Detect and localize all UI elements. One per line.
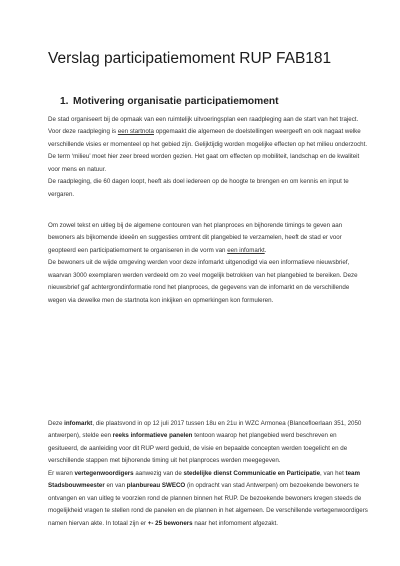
section-heading-text: Motivering organisatie participatiemoment [73,96,279,107]
paragraph-1: De stad organiseert bij de opmaak van een ruimtelijk uitvoeringsplan een raadpleging aan de start van het traject. Voor deze raadpleging is een startnota opgemaakt die algemeen de doelstellingen weergeeft en ook nagaat welke verschillende visies er momenteel op het gebied zijn. Gelijktijdig worden mogelijke effecten op het milieu onderzocht. De term ‘milieu’ moet hier zeer breed worden gezien. Het gaat om effecten op mobiliteit, landschap en de kwaliteit voor mens en natuur. [48,116,368,173]
paragraph-2: De raadpleging, die 60 dagen loopt, heeft als doel iedereen op de hoogte te brengen en om kennis en input te vergaren. [48,178,349,198]
paragraph-5: Deze infomarkt, die plaatsvond in op 12 juli 2017 tussen 18u en 21u in WZC Armonea (Blancefloerlaan 351, 2050 antwerpen), stelde een reeks informatieve panelen tentoon waarop het plangebied werd beschreven en gesitueerd, de aanleiding voor dit RUP werd geduid, de visie en bepaalde concepten werden toegelicht en de verschillende stappen met bijhorende timing uit het planproces werden meegegeven. [48,420,362,465]
paragraph-6: Er waren vertegenwoordigers aanwezig van de stedelijke dienst Communicatie en Participatie, van het team Stadsbouwmeester en van planbureau SWECO (in opdracht van stad Antwerpen) om bezoekende bewoners te ontvangen en van uitleg te voorzien rond de plannen binnen het RUP. De bezoekende bewoners kregen steeds de mogelijkheid vragen te stellen rond de panelen en de plannen in het algemeen. De verschillende vertegenwoordigers namen hiervan akte. In totaal zijn er +- 25 bewoners naar het infomoment afgezakt. [48,469,368,527]
section-number: 1. [60,96,69,107]
paragraph-3: Om zowel tekst en uitleg bij de algemene contouren van het planproces en bijhorende timings te geven aan bewoners als bijkomende ideeën en suggesties omtrent dit plangebied te verzamelen, heeft de stad er voor geopteerd een participatiemoment te organiseren in de vorm van een infomarkt. [48,222,343,254]
page-title: Verslag participatiemoment RUP FAB181 [48,50,332,67]
section-block-1 [48,114,368,201]
section-block-2 [48,220,368,307]
section-block-3 [48,418,368,530]
paragraph-4: De bewoners uit de wijde omgeving werden voor deze infomarkt uitgenodigd via een informatieve nieuwsbrief, waarvan 3000 exemplaren werden verdeeld om zo veel mogelijk betrokken van het plangebied te bereiken. Deze nieuwsbrief gaf achtergrondinformatie rond het planproces, de gegevens van de infomarkt en de verschillende wegen via dewelke men de startnota kon inkijken en opmerkingen kon formuleren. [48,259,358,304]
infomarkt-link[interactable]: een infomarkt [227,246,265,254]
startnota-link[interactable]: een startnota [117,128,154,136]
section-heading [60,95,360,109]
